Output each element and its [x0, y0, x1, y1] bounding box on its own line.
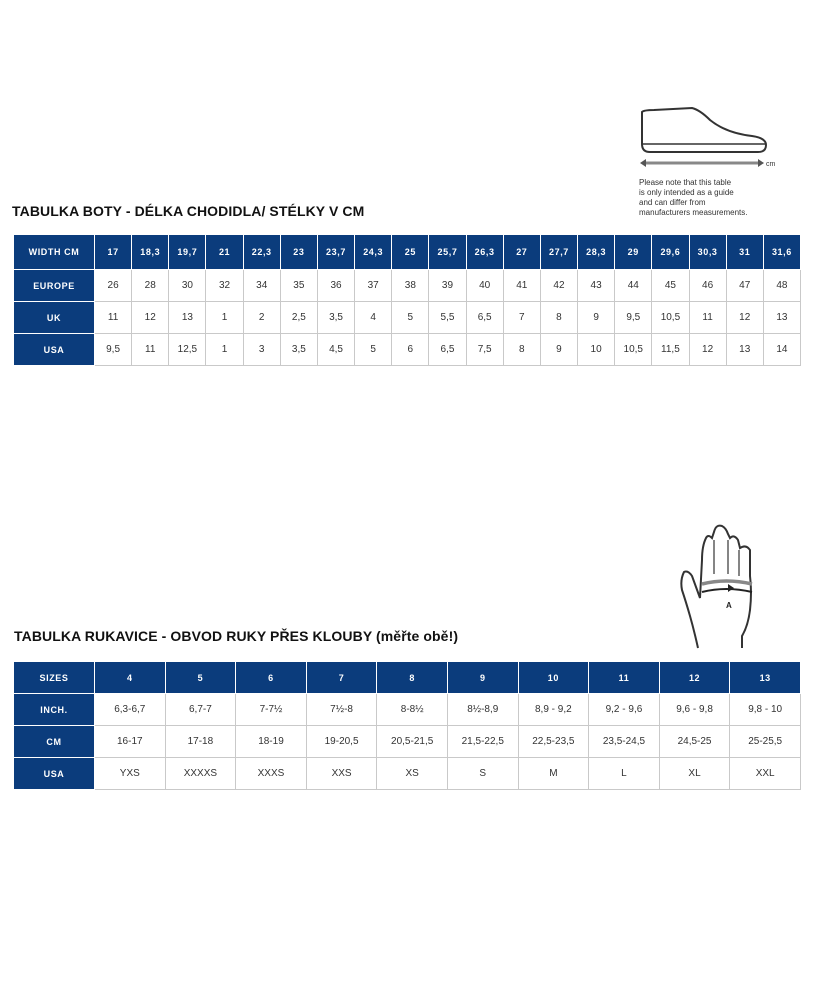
glove-table-title: TABULKA RUKAVICE - OBVOD RUKY PŘES KLOUBY (měřte obě!) [14, 628, 459, 644]
table-cell: 8 [503, 334, 540, 366]
table-cell: 9 [540, 334, 577, 366]
table-cell: 9,8 - 10 [730, 694, 801, 726]
table-cell: 20,5-21,5 [377, 726, 448, 758]
table-cell: 9,6 - 9,8 [659, 694, 730, 726]
table-cell: XL [659, 758, 730, 790]
table-row [14, 726, 801, 758]
table-cell: 9 [578, 302, 615, 334]
header-cell: 21 [206, 235, 243, 270]
header-row [14, 662, 801, 694]
table-cell: 6,7-7 [165, 694, 236, 726]
table-cell: 12 [689, 334, 726, 366]
table-cell: 12 [726, 302, 763, 334]
table-cell: 25-25,5 [730, 726, 801, 758]
table-cell: 17-18 [165, 726, 236, 758]
table-cell: XXXS [236, 758, 307, 790]
header-cell: 12 [659, 662, 730, 694]
header-cell: 8 [377, 662, 448, 694]
table-cell: 41 [503, 270, 540, 302]
table-cell: 4 [355, 302, 392, 334]
table-cell: 24,5-25 [659, 726, 730, 758]
header-cell: 25,7 [429, 235, 466, 270]
table-cell: 19-20,5 [306, 726, 377, 758]
table-cell: 7½-8 [306, 694, 377, 726]
table-cell: 11 [689, 302, 726, 334]
table-cell: 40 [466, 270, 503, 302]
table-row [14, 270, 801, 302]
table-cell: 13 [726, 334, 763, 366]
table-cell: 8,9 - 9,2 [518, 694, 589, 726]
table-row [14, 758, 801, 790]
table-cell: XXS [306, 758, 377, 790]
table-cell: 2,5 [280, 302, 317, 334]
header-cell: 5 [165, 662, 236, 694]
table-cell: 5,5 [429, 302, 466, 334]
table-cell: 5 [355, 334, 392, 366]
shoe-note [639, 178, 809, 218]
table-cell: 10,5 [615, 334, 652, 366]
header-cell: 23,7 [317, 235, 354, 270]
header-cell: 7 [306, 662, 377, 694]
shoe-icon [634, 100, 784, 172]
hand-icon [676, 520, 766, 655]
row-label: CM [14, 726, 95, 758]
shoe-size-table [13, 234, 801, 366]
shoe-icon-label: cm [766, 161, 776, 168]
table-cell: 9,5 [95, 334, 132, 366]
glove-size-table [13, 661, 801, 790]
header-label: WIDTH CM [14, 235, 95, 270]
header-cell: 27 [503, 235, 540, 270]
table-cell: 12 [132, 302, 169, 334]
table-cell: S [447, 758, 518, 790]
table-cell: 14 [763, 334, 800, 366]
table-row [14, 694, 801, 726]
table-cell: 6,5 [429, 334, 466, 366]
table-cell: 1 [206, 302, 243, 334]
header-cell: 10 [518, 662, 589, 694]
table-cell: 18-19 [236, 726, 307, 758]
table-cell: 45 [652, 270, 689, 302]
header-cell: 30,3 [689, 235, 726, 270]
table-cell: XXXXS [165, 758, 236, 790]
table-cell: 21,5-22,5 [447, 726, 518, 758]
table-cell: 6,5 [466, 302, 503, 334]
table-cell: 12,5 [169, 334, 206, 366]
table-cell: 16-17 [95, 726, 166, 758]
header-cell: 24,3 [355, 235, 392, 270]
table-cell: 43 [578, 270, 615, 302]
table-cell: 13 [169, 302, 206, 334]
table-cell: 23,5-24,5 [589, 726, 660, 758]
table-cell: 36 [317, 270, 354, 302]
header-cell: 23 [280, 235, 317, 270]
header-cell: 9 [447, 662, 518, 694]
row-label: USA [14, 334, 95, 366]
header-label: SIZES [14, 662, 95, 694]
table-cell: 6 [392, 334, 429, 366]
table-cell: 6,3-6,7 [95, 694, 166, 726]
table-cell: 3 [243, 334, 280, 366]
header-cell: 11 [589, 662, 660, 694]
table-cell: 39 [429, 270, 466, 302]
table-cell: 7-7½ [236, 694, 307, 726]
table-cell: XS [377, 758, 448, 790]
header-cell: 31,6 [763, 235, 800, 270]
table-cell: 8-8½ [377, 694, 448, 726]
header-cell: 22,3 [243, 235, 280, 270]
header-cell: 26,3 [466, 235, 503, 270]
table-cell: 28 [132, 270, 169, 302]
table-cell: 11 [95, 302, 132, 334]
table-cell: L [589, 758, 660, 790]
table-cell: 11,5 [652, 334, 689, 366]
table-cell: 3,5 [280, 334, 317, 366]
table-cell: 9,2 - 9,6 [589, 694, 660, 726]
table-cell: 38 [392, 270, 429, 302]
table-cell: 10,5 [652, 302, 689, 334]
table-cell: 10 [578, 334, 615, 366]
table-cell: 4,5 [317, 334, 354, 366]
table-cell: 46 [689, 270, 726, 302]
table-cell: 7,5 [466, 334, 503, 366]
table-cell: 8 [540, 302, 577, 334]
note-line: and can differ from [639, 198, 706, 207]
header-cell: 4 [95, 662, 166, 694]
table-cell: 34 [243, 270, 280, 302]
table-cell: 13 [763, 302, 800, 334]
table-cell: 35 [280, 270, 317, 302]
table-cell: 42 [540, 270, 577, 302]
table-cell: 47 [726, 270, 763, 302]
header-cell: 25 [392, 235, 429, 270]
table-cell: 3,5 [317, 302, 354, 334]
header-cell: 27,7 [540, 235, 577, 270]
table-row [14, 334, 801, 366]
header-cell: 18,3 [132, 235, 169, 270]
row-label: INCH. [14, 694, 95, 726]
note-line: manufacturers measurements. [639, 208, 748, 217]
row-label: UK [14, 302, 95, 334]
hand-icon-label: A [726, 601, 732, 610]
row-label: USA [14, 758, 95, 790]
header-row [14, 235, 801, 270]
header-cell: 28,3 [578, 235, 615, 270]
note-line: is only intended as a guide [639, 188, 734, 197]
header-cell: 13 [730, 662, 801, 694]
table-cell: YXS [95, 758, 166, 790]
table-cell: 11 [132, 334, 169, 366]
table-cell: 9,5 [615, 302, 652, 334]
table-row [14, 302, 801, 334]
header-cell: 31 [726, 235, 763, 270]
table-cell: 8½-8,9 [447, 694, 518, 726]
header-cell: 29 [615, 235, 652, 270]
row-label: EUROPE [14, 270, 95, 302]
header-cell: 19,7 [169, 235, 206, 270]
table-cell: 1 [206, 334, 243, 366]
table-cell: 30 [169, 270, 206, 302]
table-cell: 48 [763, 270, 800, 302]
table-cell: 32 [206, 270, 243, 302]
table-cell: XXL [730, 758, 801, 790]
table-cell: 5 [392, 302, 429, 334]
note-line: Please note that this table [639, 178, 732, 187]
table-cell: 2 [243, 302, 280, 334]
table-cell: 37 [355, 270, 392, 302]
table-cell: 7 [503, 302, 540, 334]
table-cell: 22,5-23,5 [518, 726, 589, 758]
table-cell: 44 [615, 270, 652, 302]
header-cell: 17 [95, 235, 132, 270]
header-cell: 29,6 [652, 235, 689, 270]
table-cell: M [518, 758, 589, 790]
table-cell: 26 [95, 270, 132, 302]
shoe-table-title: TABULKA BOTY - DÉLKA CHODIDLA/ STÉLKY V CM [12, 203, 365, 219]
header-cell: 6 [236, 662, 307, 694]
